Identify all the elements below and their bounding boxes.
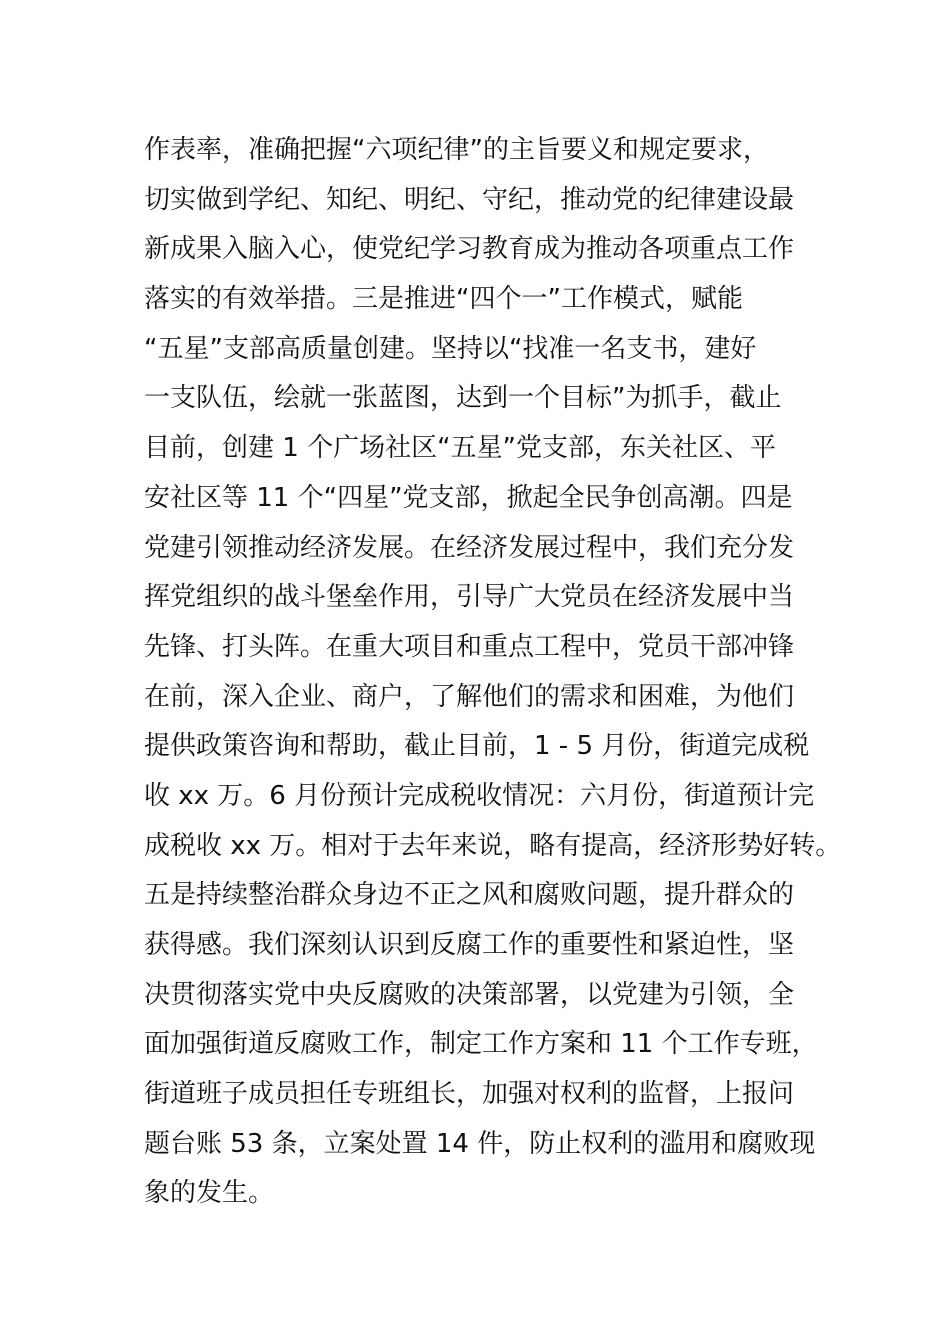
text-line: 象的发生。 [144,1178,275,1209]
text-line: 决贯彻落实党中央反腐败的决策部署，以党建为引领，全 [144,979,795,1010]
text-line: 一支队伍，绘就一张蓝图，达到一个目标”为抓手，截止 [144,383,782,414]
text-line: 落实的有效举措。三是推进“四个一”工作模式，赋能 [144,284,743,315]
text-line: 提供政策咨询和帮助，截止目前，1 - 5 月份，街道完成税 [144,731,810,762]
text-line: 在前，深入企业、商户，了解他们的需求和困难，为他们 [144,681,795,712]
text-line: 挥党组织的战斗堡垒作用，引导广大党员在经济发展中当 [144,582,795,613]
text-line: “五星”支部高质量创建。坚持以“找准一名支书，建好 [144,333,757,364]
text-line: 题台账 53 条，立案处置 14 件，防止权利的滥用和腐败现 [144,1128,816,1159]
text-line: 面加强街道反腐败工作，制定工作方案和 11 个工作专班， [144,1029,818,1060]
text-line: 获得感。我们深刻认识到反腐工作的重要性和紧迫性，坚 [144,930,795,960]
text-line: 作表率，准确把握“六项纪律”的主旨要义和规定要求， [144,135,769,165]
text-line: 安社区等 11 个“四星”党支部，掀起全民争创高潮。四是 [144,482,793,513]
body-paragraph [144,126,842,1219]
text-line: 目前，创建 1 个广场社区“五星”党支部，东关社区、平 [144,433,777,464]
text-line: 成税收 xx 万。相对于去年来说，略有提高，经济形势好转。 [144,830,842,861]
text-line: 五是持续整治群众身边不正之风和腐败问题，提升群众的 [144,880,795,911]
text-line: 先锋、打头阵。在重大项目和重点工程中，党员干部冲锋 [144,631,795,662]
text-line: 新成果入脑入心，使党纪学习教育成为推动各项重点工作 [144,234,795,265]
text-line: 收 xx 万。6 月份预计完成税收情况：六月份，街道预计完 [144,780,815,811]
text-line: 街道班子成员担任专班组长，加强对权利的监督，上报问 [144,1079,795,1110]
text-line: 切实做到学纪、知纪、明纪、守纪，推动党的纪律建设最 [144,184,795,215]
text-line: 党建引领推动经济发展。在经济发展过程中，我们充分发 [144,532,795,563]
